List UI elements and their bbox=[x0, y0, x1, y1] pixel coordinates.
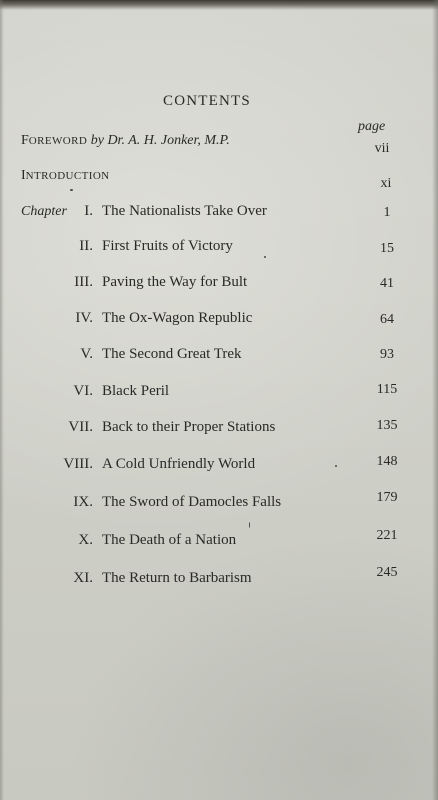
chapter-title: Back to their Proper Stations bbox=[102, 419, 276, 435]
chapter-row bbox=[0, 310, 438, 330]
chapter-row bbox=[0, 528, 438, 552]
chapter-title: The Death of a Nation bbox=[102, 532, 237, 548]
foreword-page-number: vii bbox=[374, 141, 390, 156]
chapter-numeral: VII. bbox=[68, 419, 93, 435]
chapter-title: Paving the Way for Bult bbox=[102, 274, 248, 290]
introduction-entry bbox=[21, 166, 110, 184]
chapter-row bbox=[0, 565, 438, 590]
introduction-label-initial: I bbox=[21, 168, 26, 183]
page-column-label: page bbox=[358, 119, 386, 134]
chapter-title: A Cold Unfriendly World bbox=[102, 456, 256, 472]
chapter-page-number: 1 bbox=[383, 205, 391, 220]
chapter-numeral: X. bbox=[78, 532, 93, 548]
chapter-numeral: IX. bbox=[73, 494, 93, 510]
chapter-numeral: I. bbox=[84, 203, 93, 219]
chapter-row bbox=[0, 383, 438, 403]
chapter-title: The Sword of Damocles Falls bbox=[102, 494, 282, 510]
chapter-title: The Nationalists Take Over bbox=[102, 203, 267, 219]
chapter-title: The Second Great Trek bbox=[102, 346, 242, 362]
foreword-label-rest: OREWORD bbox=[28, 135, 88, 147]
chapter-title: The Return to Barbarism bbox=[102, 570, 252, 586]
foreword-label-initial: F bbox=[21, 133, 29, 148]
chapter-row bbox=[0, 419, 438, 439]
chapter-page-number: 148 bbox=[376, 454, 398, 469]
chapter-numeral: V. bbox=[80, 346, 93, 362]
paper-speck bbox=[249, 522, 250, 528]
contents-heading: CONTENTS bbox=[163, 93, 251, 109]
chapter-row bbox=[0, 346, 438, 366]
chapter-numeral: III. bbox=[74, 274, 93, 290]
chapter-page-number: 15 bbox=[380, 241, 394, 256]
page-top-edge bbox=[0, 0, 438, 10]
chapter-page-number: 93 bbox=[380, 347, 394, 362]
foreword-author: Dr. A. H. Jonker, M.P. bbox=[107, 133, 230, 148]
chapter-row bbox=[0, 456, 438, 476]
chapter-title: The Ox-Wagon Republic bbox=[102, 310, 253, 326]
introduction-page-number: xi bbox=[380, 176, 392, 191]
foreword-entry bbox=[21, 133, 230, 149]
chapter-numeral: IV. bbox=[75, 310, 93, 326]
paper-speck bbox=[335, 465, 337, 467]
chapter-numeral: II. bbox=[79, 238, 93, 254]
chapter-numeral: VIII. bbox=[63, 456, 93, 472]
chapter-numeral: VI. bbox=[73, 383, 93, 399]
chapter-word: Chapter bbox=[21, 204, 67, 219]
foreword-by: by bbox=[90, 133, 104, 148]
chapter-page-number: 245 bbox=[376, 565, 398, 580]
chapter-row bbox=[0, 238, 438, 258]
chapter-page-number: 41 bbox=[380, 276, 394, 291]
paper-speck bbox=[70, 189, 73, 191]
chapter-page-number: 179 bbox=[376, 490, 398, 505]
paper-speck bbox=[264, 256, 266, 258]
introduction-label-rest: NTRODUCTION bbox=[25, 170, 110, 182]
chapter-numeral: XI. bbox=[73, 570, 93, 586]
chapter-title: Black Peril bbox=[102, 383, 170, 399]
chapter-title: First Fruits of Victory bbox=[102, 238, 233, 254]
chapter-page-number: 115 bbox=[376, 382, 398, 397]
chapter-row bbox=[0, 490, 438, 514]
chapter-page-number: 221 bbox=[376, 528, 398, 543]
chapter-row bbox=[0, 203, 438, 223]
chapter-page-number: 135 bbox=[376, 418, 398, 433]
chapter-page-number: 64 bbox=[380, 312, 394, 327]
chapter-row bbox=[0, 274, 438, 294]
